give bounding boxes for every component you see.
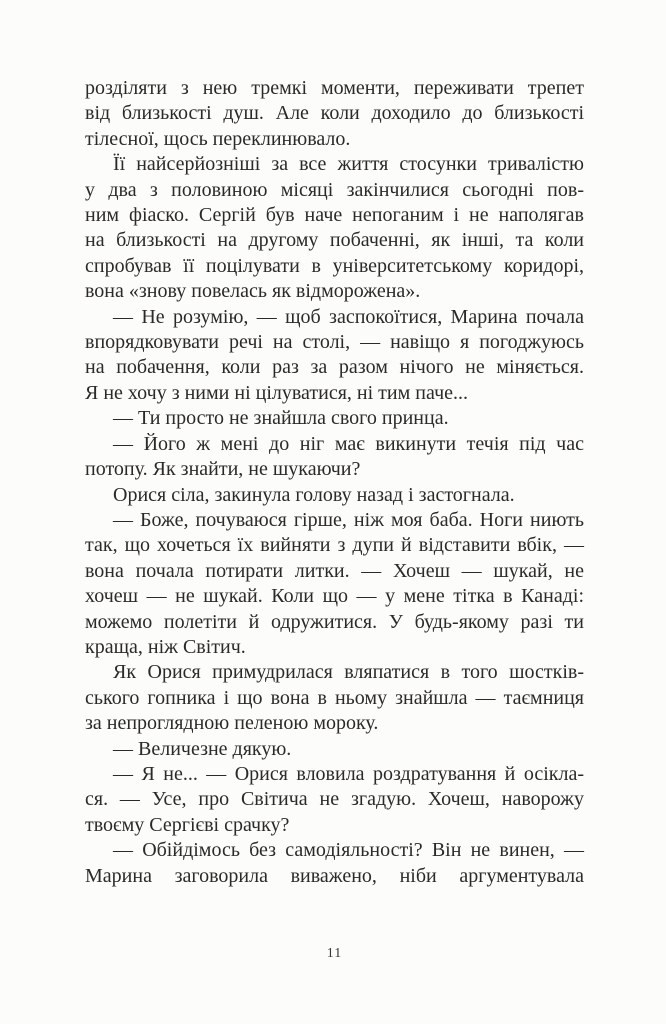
- text-line: твоєму Сергієві срачку?: [85, 813, 290, 836]
- text-line: за непроглядною пеленою мороку.: [85, 712, 379, 735]
- text-line: на побачення, коли раз за разом нічого не міняється.: [85, 356, 584, 379]
- text-line: краща, ніж Світич.: [85, 635, 246, 658]
- paragraph: [85, 406, 584, 431]
- paragraph: [85, 483, 584, 508]
- paragraph: [85, 762, 584, 838]
- text-line: тілесної, щось переклинювало.: [85, 127, 351, 150]
- paragraph: [85, 76, 584, 152]
- text-line: Її найсерйозніші за все життя стосунки тривалістю: [113, 153, 584, 176]
- paragraph: [85, 305, 584, 407]
- text-line: Як Орися примудрилася вляпатися в того шостків-: [113, 661, 584, 684]
- text-line: ним фіаско. Сергій був наче непоганим і не наполягав: [85, 204, 584, 227]
- text-line: — Його ж мені до ніг має викинути течія під час: [113, 432, 584, 455]
- text-line: — Боже, почуваюся гірше, ніж моя баба. Ноги ниють: [113, 508, 584, 531]
- text-line: хочеш — не шукай. Коли що — у мене тітка в Канаді:: [85, 585, 584, 608]
- text-line: — Не розумію, — щоб заспокоїтися, Марина почала: [113, 305, 584, 328]
- text-line: Я не хочу з ними ні цілуватися, ні тим паче...: [85, 381, 468, 404]
- text-line: впорядковувати речі на столі, — навіщо я погоджуюсь: [85, 331, 584, 354]
- text-line: — Величезне дякую.: [113, 737, 292, 760]
- text-line: ського гопника і що вона в ньому знайшла — таємниця: [85, 686, 584, 709]
- text-line: Марина заговорила виважено, ніби аргументувала: [85, 864, 584, 887]
- text-line: ся. — Усе, про Світича не згадую. Хочеш, наворожу: [85, 788, 584, 811]
- text-line: розділяти з нею тремкі моменти, переживати трепет: [85, 77, 584, 99]
- paragraph: [85, 737, 584, 762]
- paragraph: [85, 660, 584, 736]
- text-line: вона почала потирати литки. — Хочеш — шукай, не: [85, 559, 584, 582]
- text-line: так, що хочеться їх вийняти з дупи й відставити вбік, —: [85, 534, 584, 557]
- text-line: вона «знову повелась як відморожена».: [85, 280, 421, 303]
- paragraph: [85, 838, 584, 889]
- text-block: [85, 76, 584, 889]
- text-line: на близькості на другому побаченні, як інші, та коли: [85, 229, 584, 252]
- paragraph: [85, 508, 584, 660]
- text-line: від близькості душ. Але коли доходило до близькості: [85, 102, 584, 125]
- text-line: потопу. Як знайти, не шукаючи?: [85, 458, 361, 481]
- text-line: — Ти просто не знайшла свого принца.: [113, 407, 449, 430]
- text-line: Орися сіла, закинула голову назад і застогнала.: [113, 483, 515, 506]
- page-number: 11: [326, 946, 343, 961]
- text-line: — Я не... — Орися вловила роздратування й осікла-: [113, 762, 584, 785]
- text-line: можемо полетіти й одружитися. У будь-якому разі ти: [85, 610, 584, 633]
- paragraph: [85, 152, 584, 304]
- text-line: у два з половиною місяці закінчилися сьогодні пов-: [85, 178, 584, 201]
- paragraph: [85, 432, 584, 483]
- text-line: — Обійдімось без самодіяльності? Він не винен, —: [113, 839, 584, 862]
- text-line: спробував її поцілувати в університетському коридорі,: [85, 254, 584, 277]
